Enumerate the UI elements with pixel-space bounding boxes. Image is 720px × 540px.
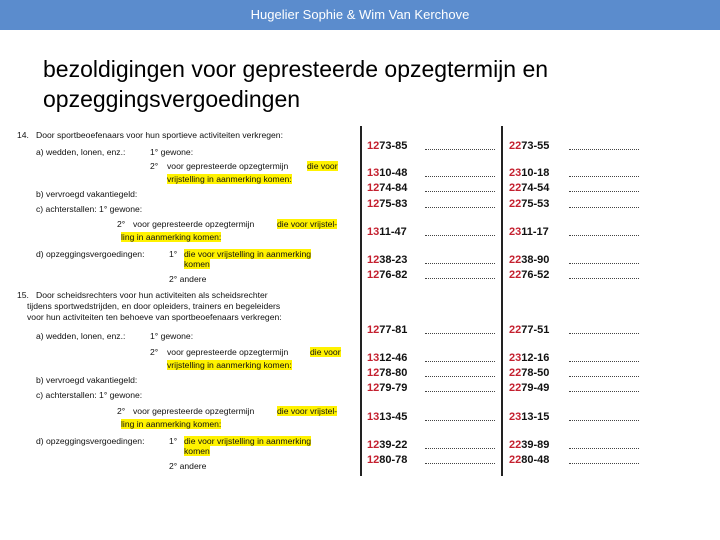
amount-entry-line xyxy=(425,191,495,192)
form-text: voor hun activiteiten ten behoeve van sportbeoefenaars verkregen: xyxy=(27,312,282,322)
highlighted-form-text: ling in aanmerking komen: xyxy=(121,419,222,429)
form-text: a) wedden, lonen, enz.: xyxy=(36,331,126,341)
form-code-prefix: 12 xyxy=(367,439,380,451)
form-code-suffix: 74-84 xyxy=(379,182,408,194)
form-text: voor gepresteerde opzegtermijn xyxy=(133,219,255,229)
form-code-prefix: 23 xyxy=(509,226,522,238)
form-text: Door scheidsrechters voor hun activiteiten als scheidsrechter xyxy=(36,290,268,300)
form-text: 2° andere xyxy=(169,461,207,471)
form-text: c) achterstallen: 1° gewone: xyxy=(36,204,143,214)
form-code xyxy=(367,454,407,466)
form-code-suffix: 76-52 xyxy=(521,269,550,281)
tax-form-excerpt xyxy=(17,126,642,476)
form-code-prefix: 22 xyxy=(509,140,522,152)
amount-entry-line xyxy=(425,207,495,208)
form-code-suffix: 76-82 xyxy=(379,269,408,281)
form-code xyxy=(509,439,549,451)
amount-entry-line xyxy=(569,191,639,192)
form-code xyxy=(509,324,549,336)
amount-entry-line xyxy=(569,361,639,362)
amount-entry-line xyxy=(425,176,495,177)
amount-entry-line xyxy=(569,376,639,377)
form-text: tijdens sportwedstrijden, en door opleiders, trainers en begeleiders xyxy=(27,301,281,311)
form-code-suffix: 10-48 xyxy=(379,167,408,179)
form-text: a) wedden, lonen, enz.: xyxy=(36,147,126,157)
form-code-suffix: 11-47 xyxy=(379,226,407,238)
form-code-suffix: 75-83 xyxy=(379,198,408,210)
form-code-suffix: 39-89 xyxy=(521,439,550,451)
amount-entry-line xyxy=(569,448,639,449)
form-code-prefix: 13 xyxy=(367,167,380,179)
form-text: 2° xyxy=(150,161,159,171)
form-code-prefix: 22 xyxy=(509,182,522,194)
form-code-suffix: 79-49 xyxy=(521,382,550,394)
form-code-suffix: 77-81 xyxy=(379,324,408,336)
form-text: 1° gewone: xyxy=(150,331,194,341)
form-text: voor gepresteerde opzegtermijn xyxy=(133,406,255,416)
form-text: b) vervroegd vakantiegeld: xyxy=(36,375,138,385)
form-code-suffix: 78-80 xyxy=(379,367,408,379)
highlighted-form-text: vrijstelling in aanmerking komen: xyxy=(167,174,292,184)
form-text: 1° xyxy=(169,436,178,446)
amount-entry-line xyxy=(425,361,495,362)
form-code-prefix: 22 xyxy=(509,439,522,451)
form-code-suffix: 73-85 xyxy=(379,140,408,152)
form-code xyxy=(367,382,407,394)
amount-entry-line xyxy=(425,235,495,236)
form-code-suffix: 80-48 xyxy=(521,454,550,466)
form-code-suffix: 12-16 xyxy=(521,352,550,364)
highlighted-form-text: komen xyxy=(184,446,210,456)
form-code xyxy=(509,411,549,423)
form-code-prefix: 12 xyxy=(367,140,380,152)
form-code-suffix: 80-78 xyxy=(379,454,408,466)
form-code xyxy=(509,382,549,394)
highlighted-form-text: die voor vrijstel- xyxy=(277,219,338,229)
form-code-suffix: 38-23 xyxy=(379,254,408,266)
form-code-prefix: 22 xyxy=(509,254,522,266)
form-code-prefix: 22 xyxy=(509,324,522,336)
form-code-prefix: 22 xyxy=(509,269,522,281)
form-code-suffix: 13-45 xyxy=(379,411,408,423)
form-code xyxy=(509,254,549,266)
form-code xyxy=(367,198,407,210)
form-text: d) opzeggingsvergoedingen: xyxy=(36,436,145,446)
highlighted-form-text: komen xyxy=(184,259,210,269)
form-code xyxy=(509,140,549,152)
header-bar xyxy=(0,0,720,30)
slide-title: bezoldigingen voor gepresteerde opzegtermijn en opzeggingsvergoedingen xyxy=(43,56,549,112)
amount-entry-line xyxy=(569,235,639,236)
form-code xyxy=(367,269,407,281)
form-code xyxy=(367,182,407,194)
form-code-prefix: 22 xyxy=(509,198,522,210)
form-descriptions xyxy=(17,126,357,476)
form-code xyxy=(509,198,549,210)
form-code-suffix: 78-50 xyxy=(521,367,550,379)
amount-entry-line xyxy=(569,391,639,392)
form-code-prefix: 23 xyxy=(509,352,522,364)
form-text: 15. xyxy=(17,290,29,300)
form-text: voor gepresteerde opzegtermijn xyxy=(167,161,289,171)
form-code-suffix: 73-55 xyxy=(521,140,550,152)
form-code-suffix: 75-53 xyxy=(521,198,550,210)
form-text: 2° xyxy=(150,347,159,357)
form-code-prefix: 22 xyxy=(509,382,522,394)
highlighted-form-text: ling in aanmerking komen: xyxy=(121,232,222,242)
amount-entry-line xyxy=(569,278,639,279)
form-text: voor gepresteerde opzegtermijn xyxy=(167,347,289,357)
form-code-prefix: 23 xyxy=(509,411,522,423)
amount-entry-line xyxy=(569,333,639,334)
highlighted-form-text: die voor vrijstel- xyxy=(277,406,338,416)
form-text: c) achterstallen: 1° gewone: xyxy=(36,390,143,400)
form-code-prefix: 12 xyxy=(367,182,380,194)
amount-entry-line xyxy=(569,149,639,150)
form-code xyxy=(509,269,549,281)
form-code-suffix: 11-17 xyxy=(521,226,549,238)
form-code-suffix: 39-22 xyxy=(379,439,408,451)
form-text: 14. xyxy=(17,130,29,140)
form-text: Door sportbeoefenaars voor hun sportieve activiteiten verkregen: xyxy=(36,130,283,140)
form-code-prefix: 12 xyxy=(367,382,380,394)
highlighted-form-text: die voor xyxy=(307,161,338,171)
form-code-prefix: 23 xyxy=(509,167,522,179)
amount-entry-line xyxy=(425,263,495,264)
form-code xyxy=(367,254,407,266)
form-code xyxy=(367,439,407,451)
form-code-prefix: 13 xyxy=(367,411,380,423)
amount-entry-line xyxy=(569,463,639,464)
form-code xyxy=(367,367,407,379)
form-code xyxy=(367,352,407,364)
form-text: 1° xyxy=(169,249,178,259)
amount-entry-line xyxy=(425,463,495,464)
amount-entry-line xyxy=(425,376,495,377)
form-code-prefix: 12 xyxy=(367,454,380,466)
form-code-prefix: 12 xyxy=(367,269,380,281)
form-code xyxy=(509,226,549,238)
highlighted-form-text: vrijstelling in aanmerking komen: xyxy=(167,360,292,370)
form-code-suffix: 79-79 xyxy=(379,382,408,394)
form-code-prefix: 22 xyxy=(509,367,522,379)
form-code-suffix: 12-46 xyxy=(379,352,408,364)
form-code-suffix: 77-51 xyxy=(521,324,550,336)
form-code xyxy=(367,140,407,152)
form-text: 2° xyxy=(117,219,126,229)
form-code xyxy=(367,226,407,238)
form-code-prefix: 12 xyxy=(367,198,380,210)
amount-entry-line xyxy=(425,149,495,150)
form-text: 1° gewone: xyxy=(150,147,194,157)
form-code xyxy=(367,167,407,179)
form-code xyxy=(509,367,549,379)
amount-entry-line xyxy=(425,278,495,279)
form-text: 2° andere xyxy=(169,274,207,284)
form-code xyxy=(509,167,549,179)
amount-entry-line xyxy=(569,263,639,264)
form-code xyxy=(367,411,407,423)
amount-entry-line xyxy=(425,333,495,334)
form-code-prefix: 22 xyxy=(509,454,522,466)
form-text: 2° xyxy=(117,406,126,416)
form-code-prefix: 12 xyxy=(367,367,380,379)
form-code xyxy=(509,182,549,194)
form-code-suffix: 10-18 xyxy=(521,167,550,179)
highlighted-form-text: die voor vrijstelling in aanmerking xyxy=(184,436,312,446)
amount-entry-line xyxy=(569,420,639,421)
form-text: d) opzeggingsvergoedingen: xyxy=(36,249,145,259)
form-code-suffix: 38-90 xyxy=(521,254,550,266)
amount-entry-line xyxy=(425,448,495,449)
form-code xyxy=(367,324,407,336)
highlighted-form-text: die voor xyxy=(310,347,341,357)
amount-entry-line xyxy=(569,176,639,177)
form-code-prefix: 13 xyxy=(367,226,380,238)
form-code-prefix: 12 xyxy=(367,324,380,336)
highlighted-form-text: die voor vrijstelling in aanmerking xyxy=(184,249,312,259)
form-code xyxy=(509,352,549,364)
form-code-prefix: 13 xyxy=(367,352,380,364)
amount-entry-line xyxy=(425,420,495,421)
form-code-prefix: 12 xyxy=(367,254,380,266)
form-text: b) vervroegd vakantiegeld: xyxy=(36,189,138,199)
form-code-suffix: 13-15 xyxy=(521,411,550,423)
form-code-rows xyxy=(360,126,642,476)
form-code-suffix: 74-54 xyxy=(521,182,550,194)
form-code xyxy=(509,454,549,466)
amount-entry-line xyxy=(569,207,639,208)
amount-entry-line xyxy=(425,391,495,392)
slide-author: Hugelier Sophie & Wim Van Kerchove xyxy=(250,7,470,22)
